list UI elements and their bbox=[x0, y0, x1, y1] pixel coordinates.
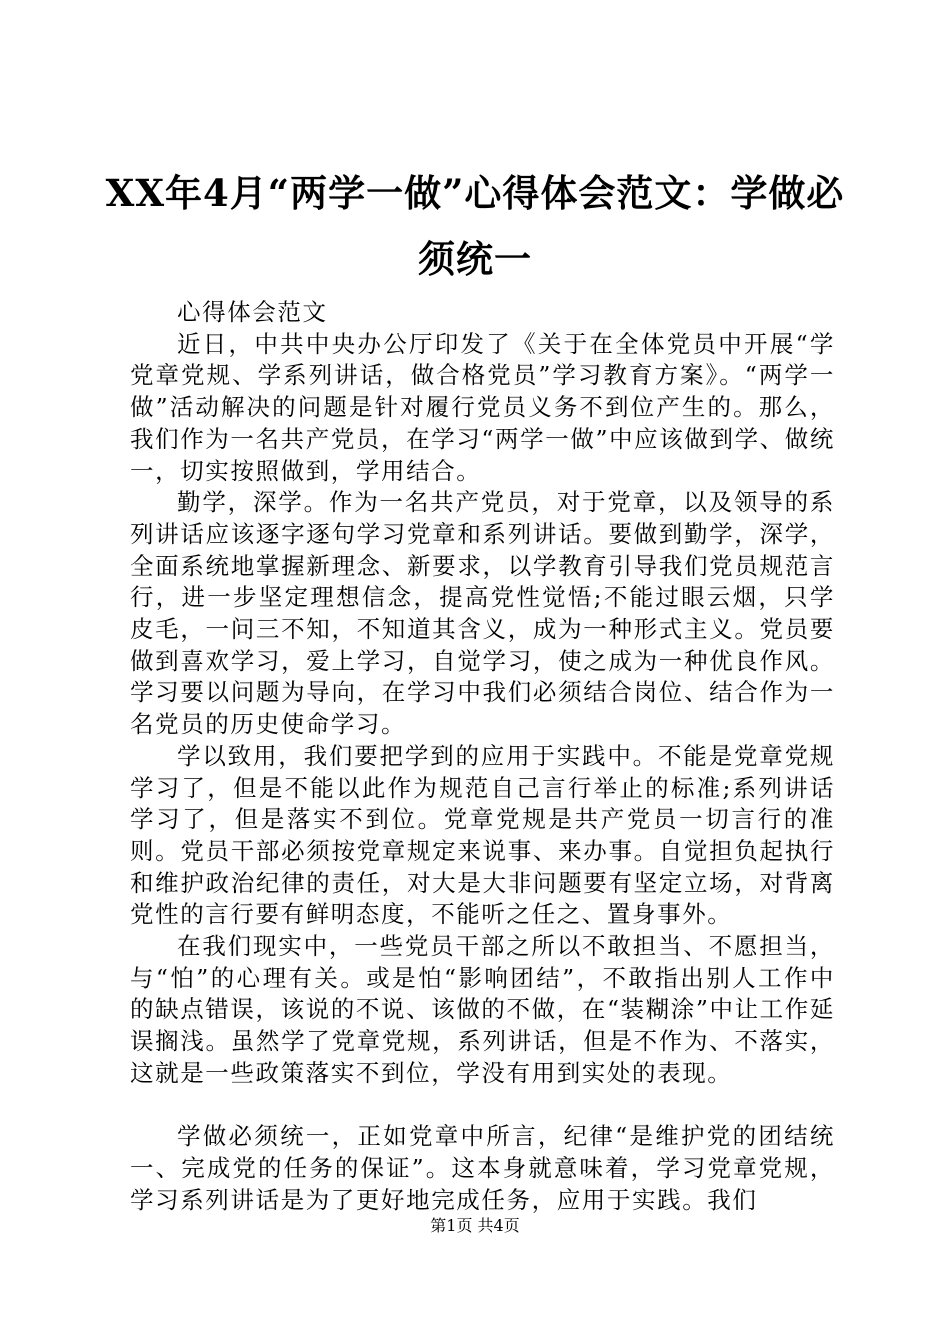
paragraph: 在我们现实中，一些党员干部之所以不敢担当、不愿担当，与“怕”的心理有关。或是怕“影响团结”，不敢指出别人工作中的缺点错误，该说的不说、该做的不做，在“装糊涂”中让工作延误搁浅。虽然学了党章党规，系列讲话，但是不作为、不落实，这就是一些政策落实不到位，学没有用到实处的表现。 bbox=[130, 932, 835, 1087]
page-number-label: 第1页 共4页 bbox=[430, 1216, 520, 1235]
document-subtitle: 心得体会范文 bbox=[177, 298, 328, 326]
paragraph: 学以致用，我们要把学到的应用于实践中。不能是党章党规学习了，但是不能以此作为规范自己言行举止的标准;系列讲话学习了，但是落实不到位。党章党规是共产党员一切言行的准则。党员干部必须按党章规定来说事、来办事。自觉担负起执行和维护政治纪律的责任，对大是大非问题要有坚定立场，对背离党性的言行要有鲜明态度，不能听之任之、置身事外。 bbox=[130, 741, 835, 929]
paragraph: 勤学，深学。作为一名共产党员，对于党章，以及领导的系列讲话应该逐字逐句学习党章和系列讲话。要做到勤学，深学，全面系统地掌握新理念、新要求，以学教育引导我们党员规范言行，进一步坚定理想信念，提高党性觉悟;不能过眼云烟，只学皮毛，一问三不知，不知道其含义，成为一种形式主义。党员要做到喜欢学习，爱上学习，自觉学习，使之成为一种优良作风。学习要以问题为导向，在学习中我们必须结合岗位、结合作为一名党员的历史使命学习。 bbox=[130, 488, 835, 739]
page-footer bbox=[0, 1216, 950, 1236]
document-body bbox=[130, 297, 835, 1216]
document-title: XX年4月“两学一做”心得体会范文：学做必须统一 bbox=[105, 171, 845, 281]
paragraph: 学做必须统一，正如党章中所言，纪律“是维护党的团结统一、完成党的任务的保证”。这本身就意味着，学习党章党规，学习系列讲话是为了更好地完成任务，应用于实践。我们 bbox=[130, 1122, 835, 1214]
paragraph: 近日，中共中央办公厅印发了《关于在全体党员中开展“学党章党规、学系列讲话，做合格党员”学习教育方案》。“两学一做”活动解决的问题是针对履行党员义务不到位产生的。那么，我们作为一名共产党员，在学习“两学一做”中应该做到学、做统一，切实按照做到，学用结合。 bbox=[130, 329, 835, 485]
